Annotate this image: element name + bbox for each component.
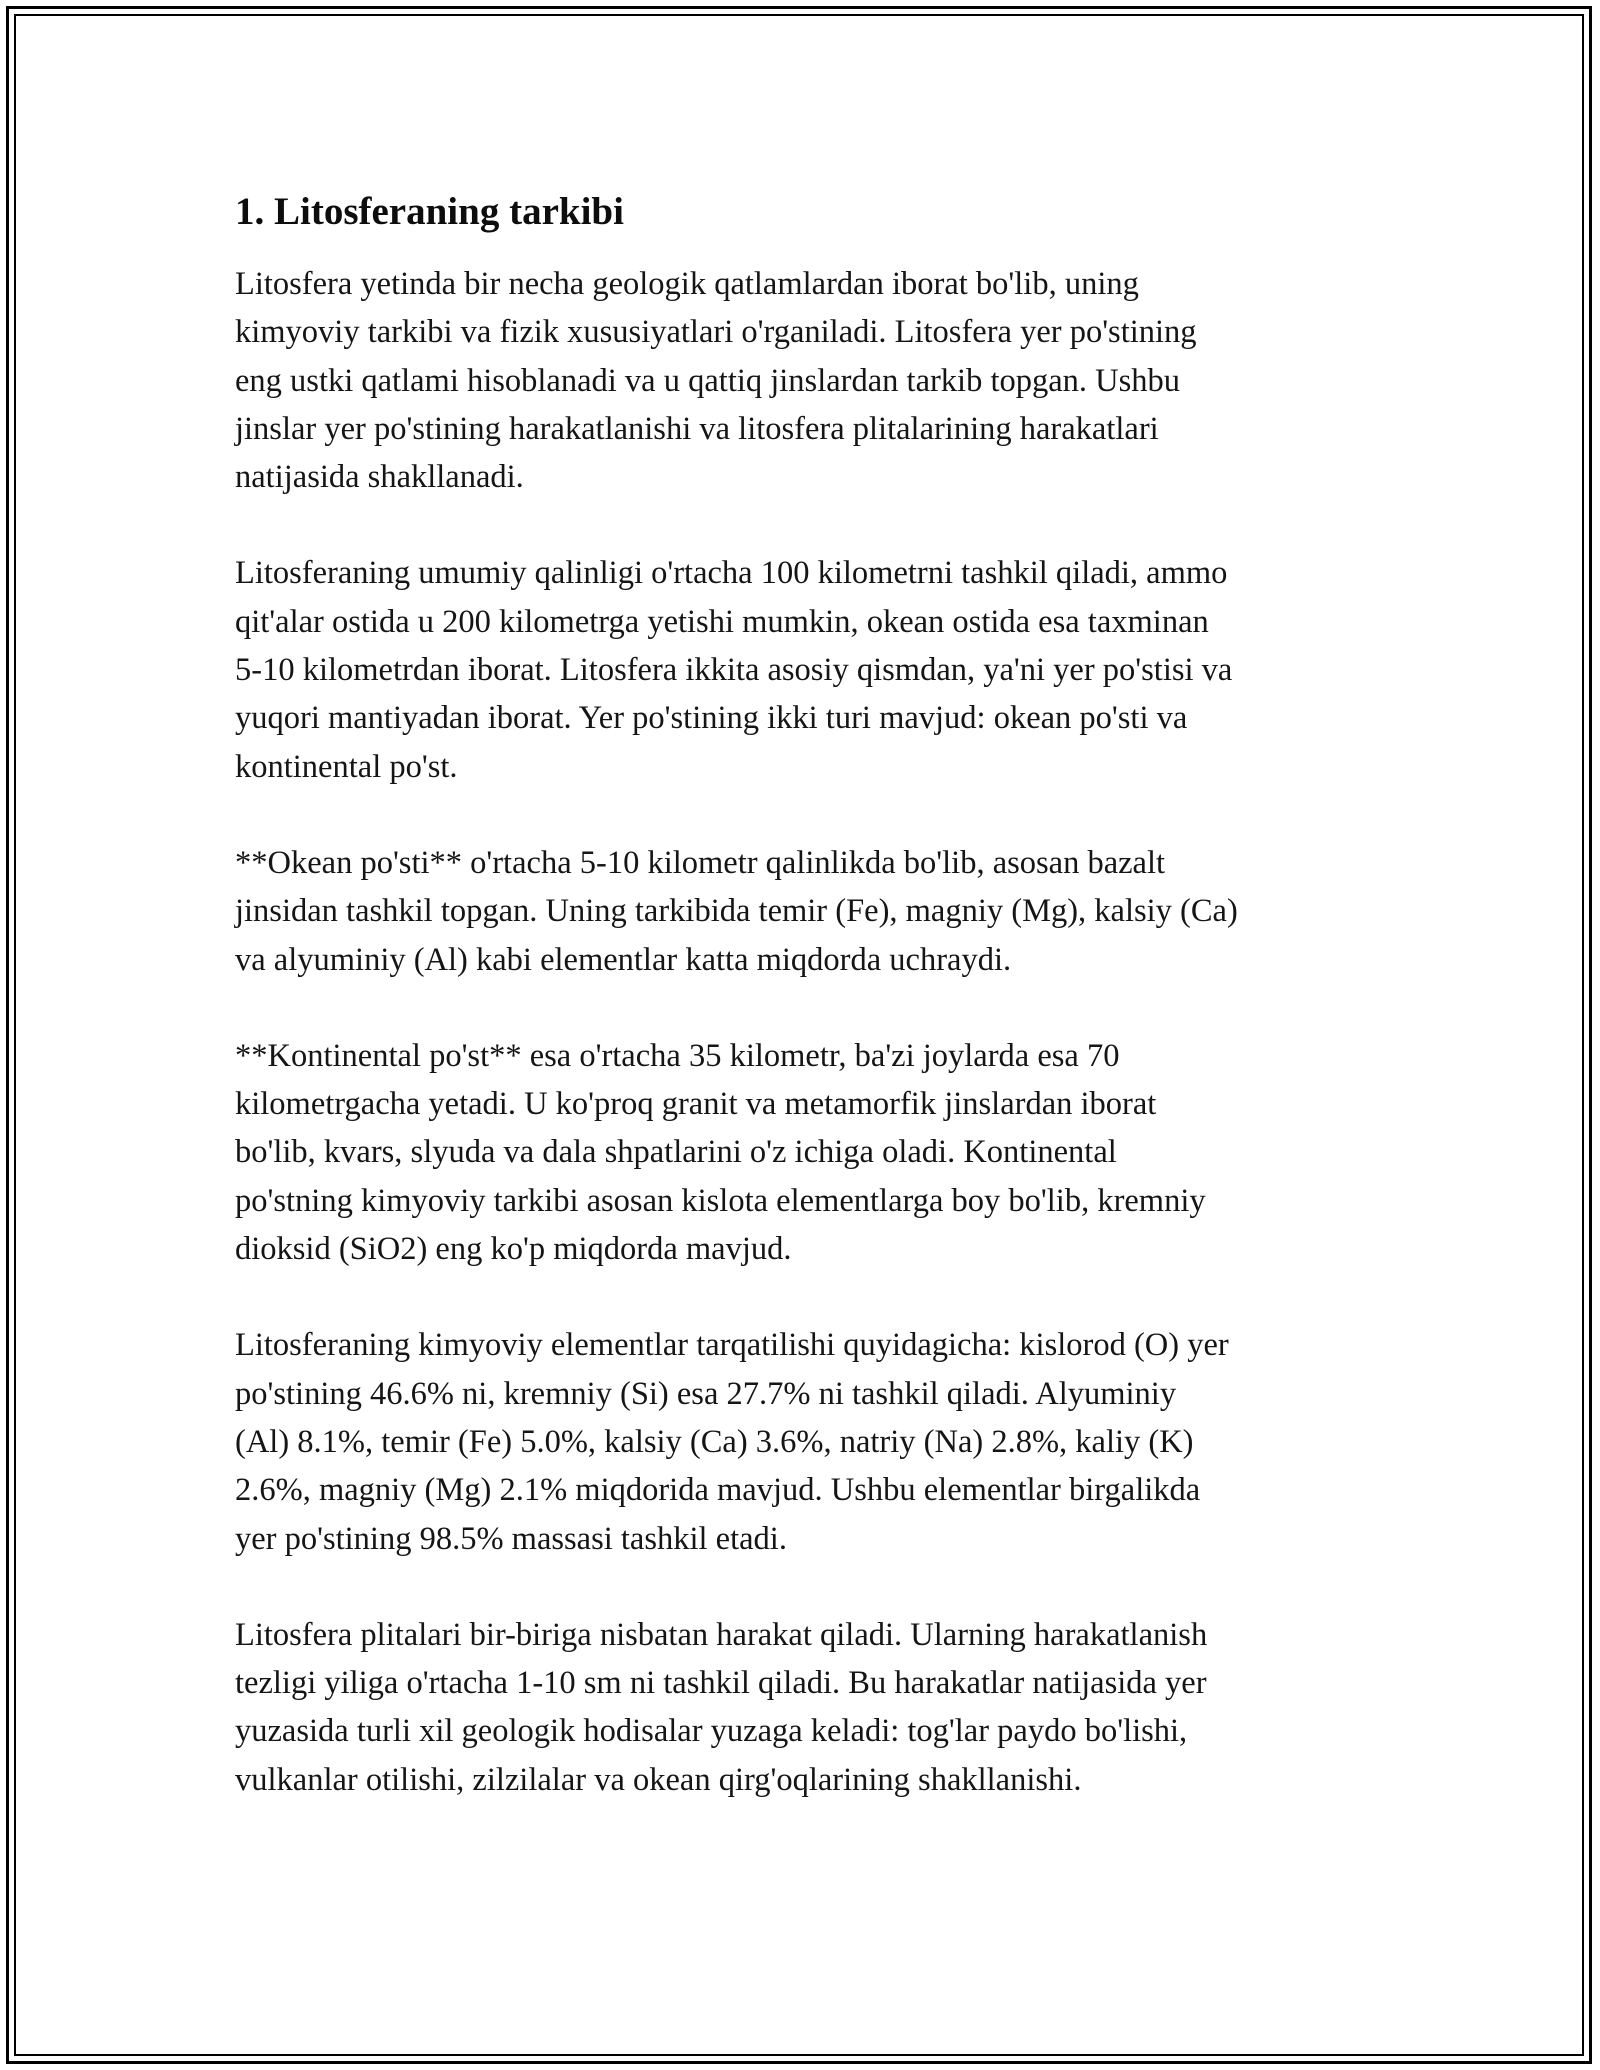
paragraph-5 [235,1321,1385,1562]
text-line: dioksid (SiO2) eng ko'p miqdorda mavjud. [235,1231,792,1268]
text-line: jinsidan tashkil topgan. Uning tarkibida temir (Fe), magniy (Mg), kalsiy (Ca) [235,893,1238,930]
text-line: Litosfera plitalari bir-biriga nisbatan harakat qiladi. Ularning harakatlanish [235,1616,1208,1653]
paragraph-3 [235,839,1385,984]
text-line: va alyuminiy (Al) kabi elementlar katta miqdorda uchraydi. [235,941,1012,978]
text-line: yer po'stining 98.5% massasi tashkil etadi. [235,1520,787,1557]
document-body [235,186,1385,1852]
text-line: po'stning kimyoviy tarkibi asosan kislota elementlarga boy bo'lib, kremniy [235,1182,1206,1219]
paragraph-6 [235,1611,1385,1804]
text-line: po'stining 46.6% ni, kremniy (Si) esa 27.7% ni tashkil qiladi. Alyuminiy [235,1375,1177,1412]
paragraph-4 [235,1032,1385,1273]
text-line: kontinental po'st. [235,748,458,785]
text-line: eng ustki qatlami hisoblanadi va u qattiq jinslardan tarkib topgan. Ushbu [235,362,1181,399]
text-line: (Al) 8.1%, temir (Fe) 5.0%, kalsiy (Ca) 3.6%, natriy (Na) 2.8%, kaliy (K) [235,1423,1194,1460]
text-line: **Okean po'sti** o'rtacha 5-10 kilometr qalinlikda bo'lib, asosan bazalt [235,844,1166,881]
text-line: yuzasida turli xil geologik hodisalar yuzaga keladi: tog'lar paydo bo'lishi, [235,1713,1188,1750]
text-line: **Kontinental po'st** esa o'rtacha 35 kilometr, ba'zi joylarda esa 70 [235,1037,1120,1074]
paragraph-2 [235,549,1385,790]
paragraph-1 [235,260,1385,501]
text-line: tezligi yiliga o'rtacha 1-10 sm ni tashkil qiladi. Bu harakatlar natijasida yer [235,1665,1207,1702]
text-line: 5-10 kilometrdan iborat. Litosfera ikkita asosiy qismdan, ya'ni yer po'stisi va [235,652,1233,689]
text-line: jinslar yer po'stining harakatlanishi va litosfera plitalarining harakatlari [235,410,1159,447]
text-line: bo'lib, kvars, slyuda va dala shpatlarini o'z ichiga oladi. Kontinental [235,1134,1117,1171]
text-line: kimyoviy tarkibi va fizik xususiyatlari o'rganiladi. Litosfera yer po'stining [235,314,1197,351]
text-line: natijasida shakllanadi. [235,459,524,496]
section-heading: 1. Litosferaning tarkibi [235,190,624,233]
text-line: Litosfera yetinda bir necha geologik qatlamlardan iborat bo'lib, uning [235,266,1139,302]
text-line: 2.6%, magniy (Mg) 2.1% miqdorida mavjud. Ushbu elementlar birgalikda [235,1472,1201,1509]
text-line: vulkanlar otilishi, zilzilalar va okean qirg'oqlarining shakllanishi. [235,1761,1082,1798]
text-line: Litosferaning kimyoviy elementlar tarqatilishi quyidagicha: kislorod (O) yer [235,1327,1229,1364]
text-line: qit'alar ostida u 200 kilometrga yetishi mumkin, okean ostida esa taxminan [235,603,1209,640]
text-line: kilometrgacha yetadi. U ko'proq granit va metamorfik jinslardan iborat [235,1086,1157,1123]
text-line: Litosferaning umumiy qalinligi o'rtacha 100 kilometrni tashkil qiladi, ammo [235,555,1228,592]
text-line: yuqori mantiyadan iborat. Yer po'stining ikki turi mavjud: okean po'sti va [235,700,1188,737]
